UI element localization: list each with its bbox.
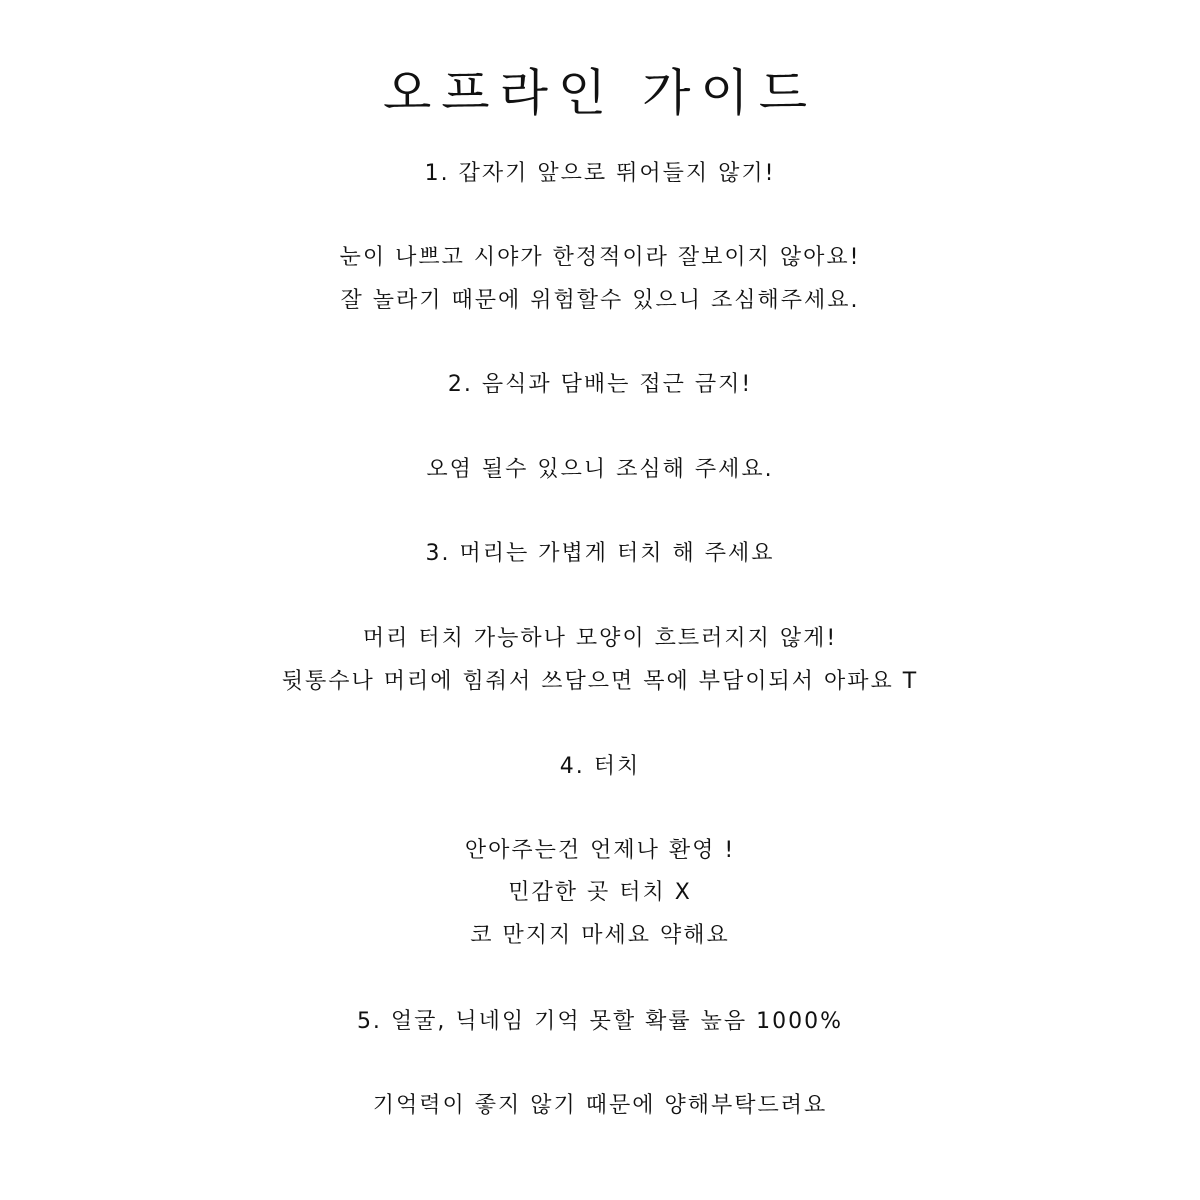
section-4-body-line-2: 민감한 곳 터치 X	[508, 880, 692, 905]
section-1-heading: 1. 갑자기 앞으로 뛰어들지 않기!	[424, 161, 776, 186]
section-1-body-line-2: 잘 놀라기 때문에 위험할수 있으니 조심해주세요.	[340, 288, 860, 313]
section-3-heading: 3. 머리는 가볍게 터치 해 주세요	[425, 541, 775, 566]
section-1-body-line-1: 눈이 나쁘고 시야가 한정적이라 잘보이지 않아요!	[339, 245, 861, 270]
section-5-heading: 5. 얼굴, 닉네임 기억 못할 확률 높음 1000%	[356, 1009, 844, 1034]
section-3-body-line-1: 머리 터치 가능하나 모양이 흐트러지지 않게!	[362, 626, 838, 651]
section-5-body-line-1: 기억력이 좋지 않기 때문에 양해부탁드려요	[372, 1093, 828, 1118]
section-2-heading: 2. 음식과 담배는 접근 금지!	[447, 372, 753, 397]
section-4-body-line-3: 코 만지지 마세요 약해요	[470, 923, 730, 948]
section-4-body-line-1: 안아주는건 언제나 환영 !	[464, 838, 736, 863]
page-title: 오프라인 가이드	[383, 64, 817, 122]
section-2-body-line-1: 오염 될수 있으니 조심해 주세요.	[426, 457, 774, 482]
section-3-body-line-2: 뒷통수나 머리에 힘줘서 쓰담으면 목에 부담이되서 아파요 T	[281, 669, 919, 694]
section-4-heading: 4. 터치	[559, 754, 641, 779]
